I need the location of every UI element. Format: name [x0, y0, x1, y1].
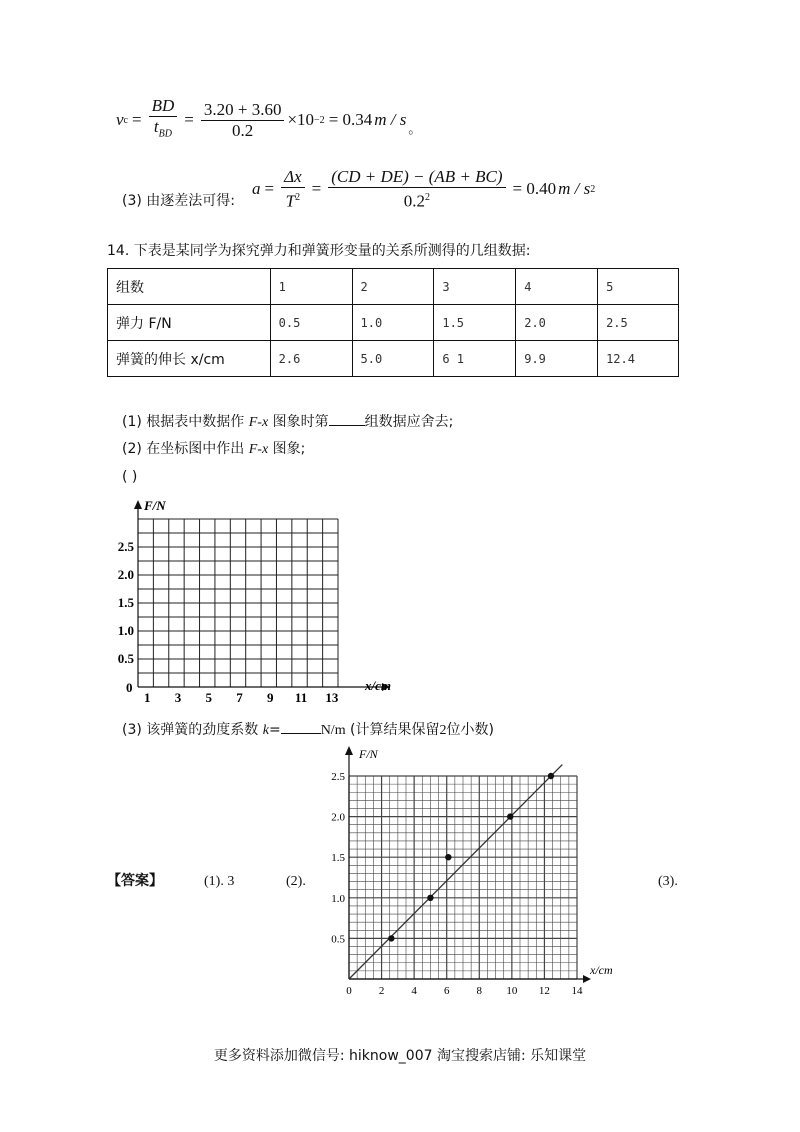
formula-a-frac1: [281, 168, 305, 211]
answer-chart-y-tick: 1.0: [331, 892, 345, 905]
answer-chart-x-tick: 4: [411, 985, 417, 997]
data-point: [427, 895, 433, 901]
subquestion-2-paren: ( ): [122, 469, 138, 485]
question-title: 14. 下表是某同学为探究弹力和弹簧形变量的关系所测得的几组数据:: [107, 243, 531, 259]
answer-chart-x-tick: 10: [506, 985, 518, 997]
answer-chart-x-label: x/cm: [590, 963, 613, 977]
x-tick-label: 1: [143, 690, 151, 705]
table-cell: 5: [598, 269, 679, 305]
subquestion-3-text-a: (3) 该弹簧的劲度系数: [122, 722, 259, 738]
formula-vc: v c = $\frac{BD}{t_{BD}}$ = $\frac{3.20 + 3.60}{0.2}$ ×10 −2 = 0.34 m / s 。: [116, 97, 421, 143]
data-table: [107, 268, 679, 377]
formula-a-unit-pow: 2: [590, 183, 596, 195]
table-cell: 2.0: [516, 305, 598, 341]
x-tick-label: 11: [294, 690, 308, 705]
answer-chart-y-tick: 1.5: [331, 852, 345, 865]
subquestion-1-var: F-x: [248, 415, 269, 430]
formula-a-frac1-den-pow: 2: [295, 192, 301, 203]
formula-vc-frac2-num: 3.20 + 3.60: [201, 101, 285, 121]
subquestion-2-text-a: (2) 在坐标图中作出: [122, 441, 245, 457]
subquestion-3-digits: 2: [439, 723, 447, 738]
formula-vc-pow: −2: [314, 114, 325, 126]
y-tick-label: 1.5: [117, 595, 134, 610]
table-row-header: 弹力 F/N: [108, 305, 271, 341]
answer-chart-y-tick: 0.5: [331, 933, 345, 946]
table-cell: 2.5: [598, 305, 679, 341]
answer-part-2: (2).: [286, 874, 306, 889]
x-tick-label: 7: [236, 690, 243, 705]
subquestion-1-text-c: 组数据应舍去;: [364, 414, 454, 430]
subquestion-3-text-e: 位小数): [446, 722, 494, 738]
formula-a-frac2: [328, 168, 505, 211]
table-cell: 1.0: [352, 305, 434, 341]
footer-text: 更多资料添加微信号: hiknow_007 淘宝搜索店铺: 乐知课堂: [213, 1048, 587, 1064]
answer-chart-x-tick: 6: [443, 985, 450, 997]
subquestion-3: [122, 719, 494, 740]
formula-vc-frac1-den-sub: BD: [158, 128, 172, 140]
answer-label: 【答案】: [107, 873, 163, 889]
formula-a-lhs: a: [252, 179, 261, 199]
blank-graph-x-label: x/cm: [365, 678, 391, 693]
table-cell: 2: [352, 269, 434, 305]
formula-vc-result: = 0.34: [328, 110, 373, 130]
table-cell: 6 1: [434, 341, 516, 377]
table-cell: 3: [434, 269, 516, 305]
y-axis-arrow: [134, 500, 142, 509]
y-tick-label: 0.5: [117, 651, 134, 666]
answer-chart-y-arrow: [345, 746, 353, 755]
answer-chart-x-tick: 2: [378, 985, 385, 997]
subquestion-2: [122, 440, 305, 459]
formula-a-frac2-den-pow: 2: [425, 192, 430, 203]
answer-chart-y-tick: 2.0: [331, 811, 345, 824]
formula-vc-times: ×10: [287, 110, 315, 130]
formula-vc-lhs: v: [116, 110, 124, 130]
table-cell: 1: [270, 269, 352, 305]
answer-chart-x-tick: 0: [346, 985, 352, 997]
answer-blank-1[interactable]: [329, 411, 365, 426]
answer-blank-3[interactable]: [281, 719, 321, 734]
table-row: [108, 341, 679, 377]
x-tick-label: 9: [267, 690, 274, 705]
subquestion-3-text-c: (计算结果保留: [350, 722, 440, 738]
answer-chart-x-tick: 8: [476, 985, 483, 997]
data-point: [548, 773, 554, 779]
blank-graph-origin: 0: [126, 680, 133, 695]
answer-part-3: (3).: [658, 874, 678, 889]
subquestion-2-var: F-x: [248, 442, 269, 457]
answer-chart-y-label: F/N: [359, 747, 378, 761]
blank-graph-y-label: F/N: [144, 498, 166, 513]
subquestion-2-text-b: 图象;: [272, 441, 306, 457]
y-tick-label: 2.5: [117, 539, 134, 554]
y-tick-label: 2.0: [117, 567, 134, 582]
subquestion-3-var: k: [262, 723, 269, 738]
formula-vc-frac1: [149, 97, 178, 143]
y-tick-label: 1.0: [117, 623, 134, 638]
x-tick-label: 5: [205, 690, 213, 705]
subquestion-3-unit: N/m: [320, 723, 346, 738]
formula-vc-frac2: [201, 101, 285, 140]
subquestion-1-text-b: 图象时第: [272, 414, 329, 430]
formula-vc-period: 。: [408, 121, 422, 137]
data-point: [388, 935, 394, 941]
table-cell: 1.5: [434, 305, 516, 341]
answer-chart-grid: [349, 776, 577, 979]
formula-a: a = $\frac{\Delta x}{T^2}$ = $\frac{(CD + DE) - (AB + BC)}{0.2^2}$ = 0.40 m / s 2: [252, 167, 596, 211]
subquestion-3-eq: =: [268, 722, 281, 738]
formula-vc-unit: m / s: [374, 110, 407, 130]
x-tick-label: 13: [325, 690, 339, 705]
formula-vc-frac1-num: BD: [149, 97, 178, 117]
formula-a-frac2-den: 0.2: [403, 191, 425, 211]
formula-vc-lhs-sub: c: [123, 114, 128, 126]
blank-graph-grid: [138, 519, 338, 687]
answer-chart-x-tick: 14: [571, 985, 583, 997]
table-cell: 12.4: [598, 341, 679, 377]
formula-a-result: = 0.40: [512, 179, 557, 199]
formula-a-frac2-num: (CD + DE) − (AB + BC): [328, 168, 505, 188]
table-cell: 4: [516, 269, 598, 305]
data-point: [507, 813, 513, 819]
formula-a-frac1-den: T: [285, 191, 296, 211]
formula-a-unit: m / s: [558, 179, 591, 199]
blank-graph: [108, 494, 408, 706]
answer-chart: [325, 742, 625, 1000]
subquestion-1-text-a: (1) 根据表中数据作: [122, 414, 245, 430]
table-row-header: 弹簧的伸长 x/cm: [108, 341, 271, 377]
table-row: [108, 269, 679, 305]
formula-a-frac1-num: Δx: [281, 168, 305, 188]
table-cell: 9.9: [516, 341, 598, 377]
formula-a-label: (3) 由逐差法可得:: [122, 193, 235, 209]
subquestion-1: [122, 411, 453, 432]
data-point: [445, 854, 451, 860]
table-cell: 5.0: [352, 341, 434, 377]
x-tick-label: 3: [174, 690, 182, 705]
table-cell: 0.5: [270, 305, 352, 341]
formula-vc-frac1-den: t: [153, 117, 159, 136]
table-row-header: 组数: [108, 269, 271, 305]
answer-chart-y-tick: 2.5: [331, 771, 345, 783]
table-row: [108, 305, 679, 341]
formula-vc-frac2-den: 0.2: [232, 120, 254, 140]
answer-chart-x-tick: 12: [538, 985, 550, 997]
table-cell: 2.6: [270, 341, 352, 377]
answer-part-1: (1). 3: [204, 874, 235, 889]
